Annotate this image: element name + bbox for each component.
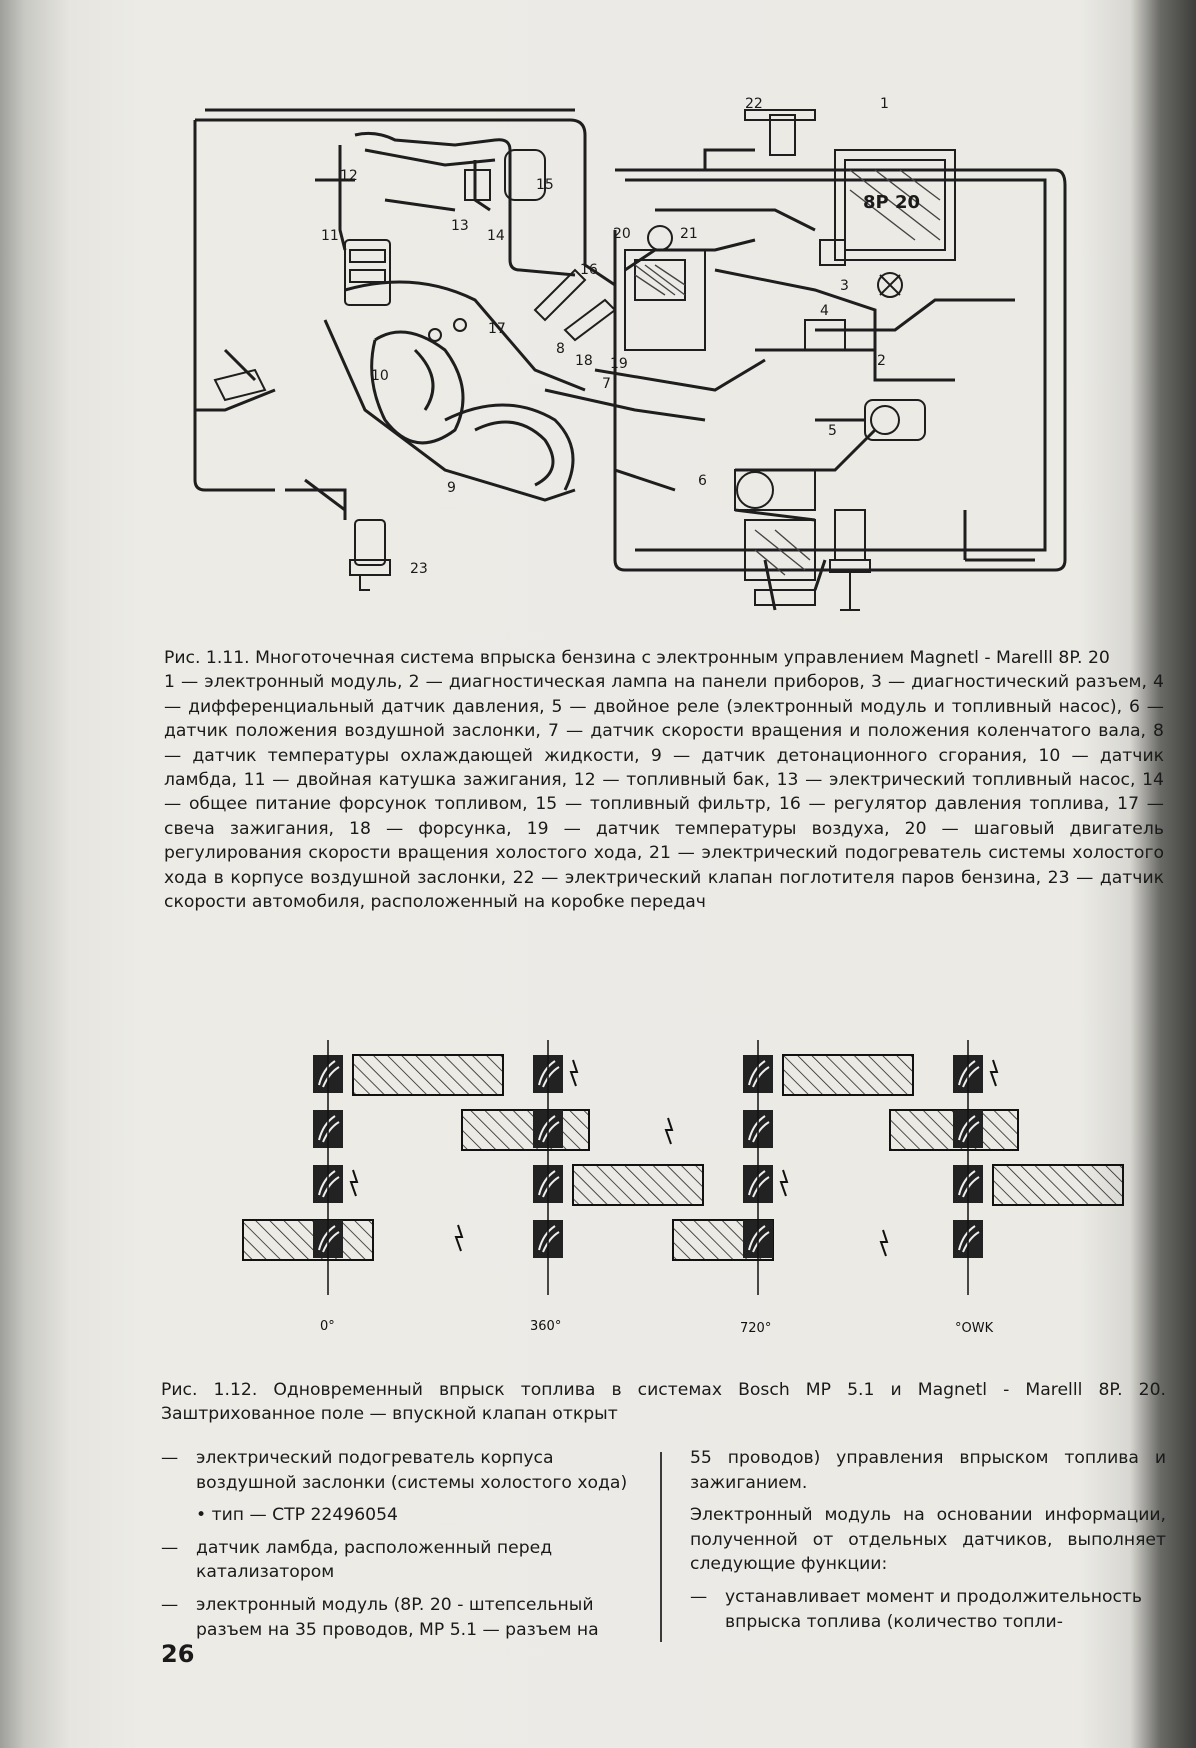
left-column xyxy=(161,1446,631,1650)
list-text: электронный модуль (8P. 20 - штепсельный разъем на 35 проводов, MP 5.1 — разъем на xyxy=(196,1594,599,1640)
label-20: 20 xyxy=(613,226,631,242)
list-item xyxy=(161,1503,631,1528)
label-19: 19 xyxy=(610,356,628,372)
list-text: электрический подогреватель корпуса воздушной заслонки (системы холостого хода) xyxy=(196,1448,628,1493)
label-1: 1 xyxy=(880,96,889,112)
label-13: 13 xyxy=(451,218,469,234)
right-column xyxy=(690,1446,1166,1642)
list-item xyxy=(161,1446,631,1495)
label-18: 18 xyxy=(575,353,593,369)
label-9: 9 xyxy=(447,480,456,496)
list-text: датчик ламбда, расположенный перед катализатором xyxy=(196,1537,553,1583)
list-dash xyxy=(161,1503,196,1528)
label-8: 8 xyxy=(556,341,565,357)
list-item xyxy=(161,1536,631,1585)
injection-timing-diagram xyxy=(230,1040,1150,1350)
figure-1-11-caption xyxy=(164,646,1164,914)
axis-label-0: 0° xyxy=(320,1319,335,1334)
list-dash: — xyxy=(161,1594,179,1615)
label-23: 23 xyxy=(410,561,428,577)
label-6: 6 xyxy=(698,473,707,489)
list-dash: — xyxy=(690,1586,708,1607)
column-divider xyxy=(660,1452,662,1642)
injection-system-diagram xyxy=(115,90,1165,660)
label-12: 12 xyxy=(340,168,358,184)
list-dash: — xyxy=(161,1537,179,1558)
label-10: 10 xyxy=(371,368,389,384)
list-item xyxy=(161,1593,631,1642)
axis-label-owk: °OWK xyxy=(955,1321,994,1336)
label-22: 22 xyxy=(745,96,763,112)
label-11: 11 xyxy=(321,228,339,244)
page-number: 26 xyxy=(161,1640,195,1668)
label-15: 15 xyxy=(536,177,554,193)
list-item xyxy=(690,1585,1166,1634)
relay-label: 8P 20 xyxy=(863,192,921,213)
label-4: 4 xyxy=(820,303,829,319)
list-text: устанавливает момент и продолжительность впрыска топлива (количество топли- xyxy=(725,1586,1143,1632)
label-5: 5 xyxy=(828,423,837,439)
figure-1-11-legend: 1 — электронный модуль, 2 — диагностическая лампа на панели приборов, 3 — диагностический разъем, 4 — дифференциальный датчик давления, 5 — двойное реле (электронный модуль и топливный насос), 6 — датчик положения воздушной заслонки, 7 — датчик скорости вращения и положения коленчатого вала, 8 — датчик температуры охлаждающей жидкости, 9 — датчик детонационного сгорания, 10 — датчик ламбда, 11 — двойная катушка зажигания, 12 — топливный бак, 13 — электрический топливный насос, 14 — общее питание форсунок топливом, 15 — топливный фильтр, 16 — регулятор давления топлива, 17 — свеча зажигания, 18 — форсунка, 19 — датчик температуры воздуха, 20 — шаговый двигатель регулирования скорости вращения холостого хода, 21 — электрический подогреватель системы холостого хода в корпусе воздушной заслонки, 22 — электрический клапан поглотителя паров бензина, 23 — датчик скорости автомобиля, расположенный на коробке передач xyxy=(164,672,1164,913)
label-17: 17 xyxy=(488,321,506,337)
figure-1-11-title: Рис. 1.11. Многоточечная система впрыска бензина с электронным управлением Magnetl - Marelll 8P. 20 xyxy=(164,648,1110,668)
label-3: 3 xyxy=(840,278,849,294)
continuation-text: 55 проводов) управления впрыском топлива и зажиганием. xyxy=(690,1448,1166,1493)
list-text: • тип — СТР 22496054 xyxy=(196,1505,398,1526)
label-2: 2 xyxy=(877,353,886,369)
label-14: 14 xyxy=(487,228,505,244)
figure-1-12-caption: Рис. 1.12. Одновременный впрыск топлива в системах Bosch MP 5.1 и Magnetl - Marelll 8P. 20. Заштрихованное поле — впускной клапан открыт xyxy=(161,1380,1166,1425)
list-dash: — xyxy=(161,1448,179,1468)
label-21: 21 xyxy=(680,226,698,242)
axis-label-720: 720° xyxy=(740,1321,772,1336)
paragraph-text: Электронный модуль на основании информации, полученной от отдельных датчиков, выполняет следующие функции: xyxy=(690,1505,1166,1575)
axis-label-360: 360° xyxy=(530,1319,562,1334)
label-16: 16 xyxy=(580,262,598,278)
label-7: 7 xyxy=(602,376,611,392)
